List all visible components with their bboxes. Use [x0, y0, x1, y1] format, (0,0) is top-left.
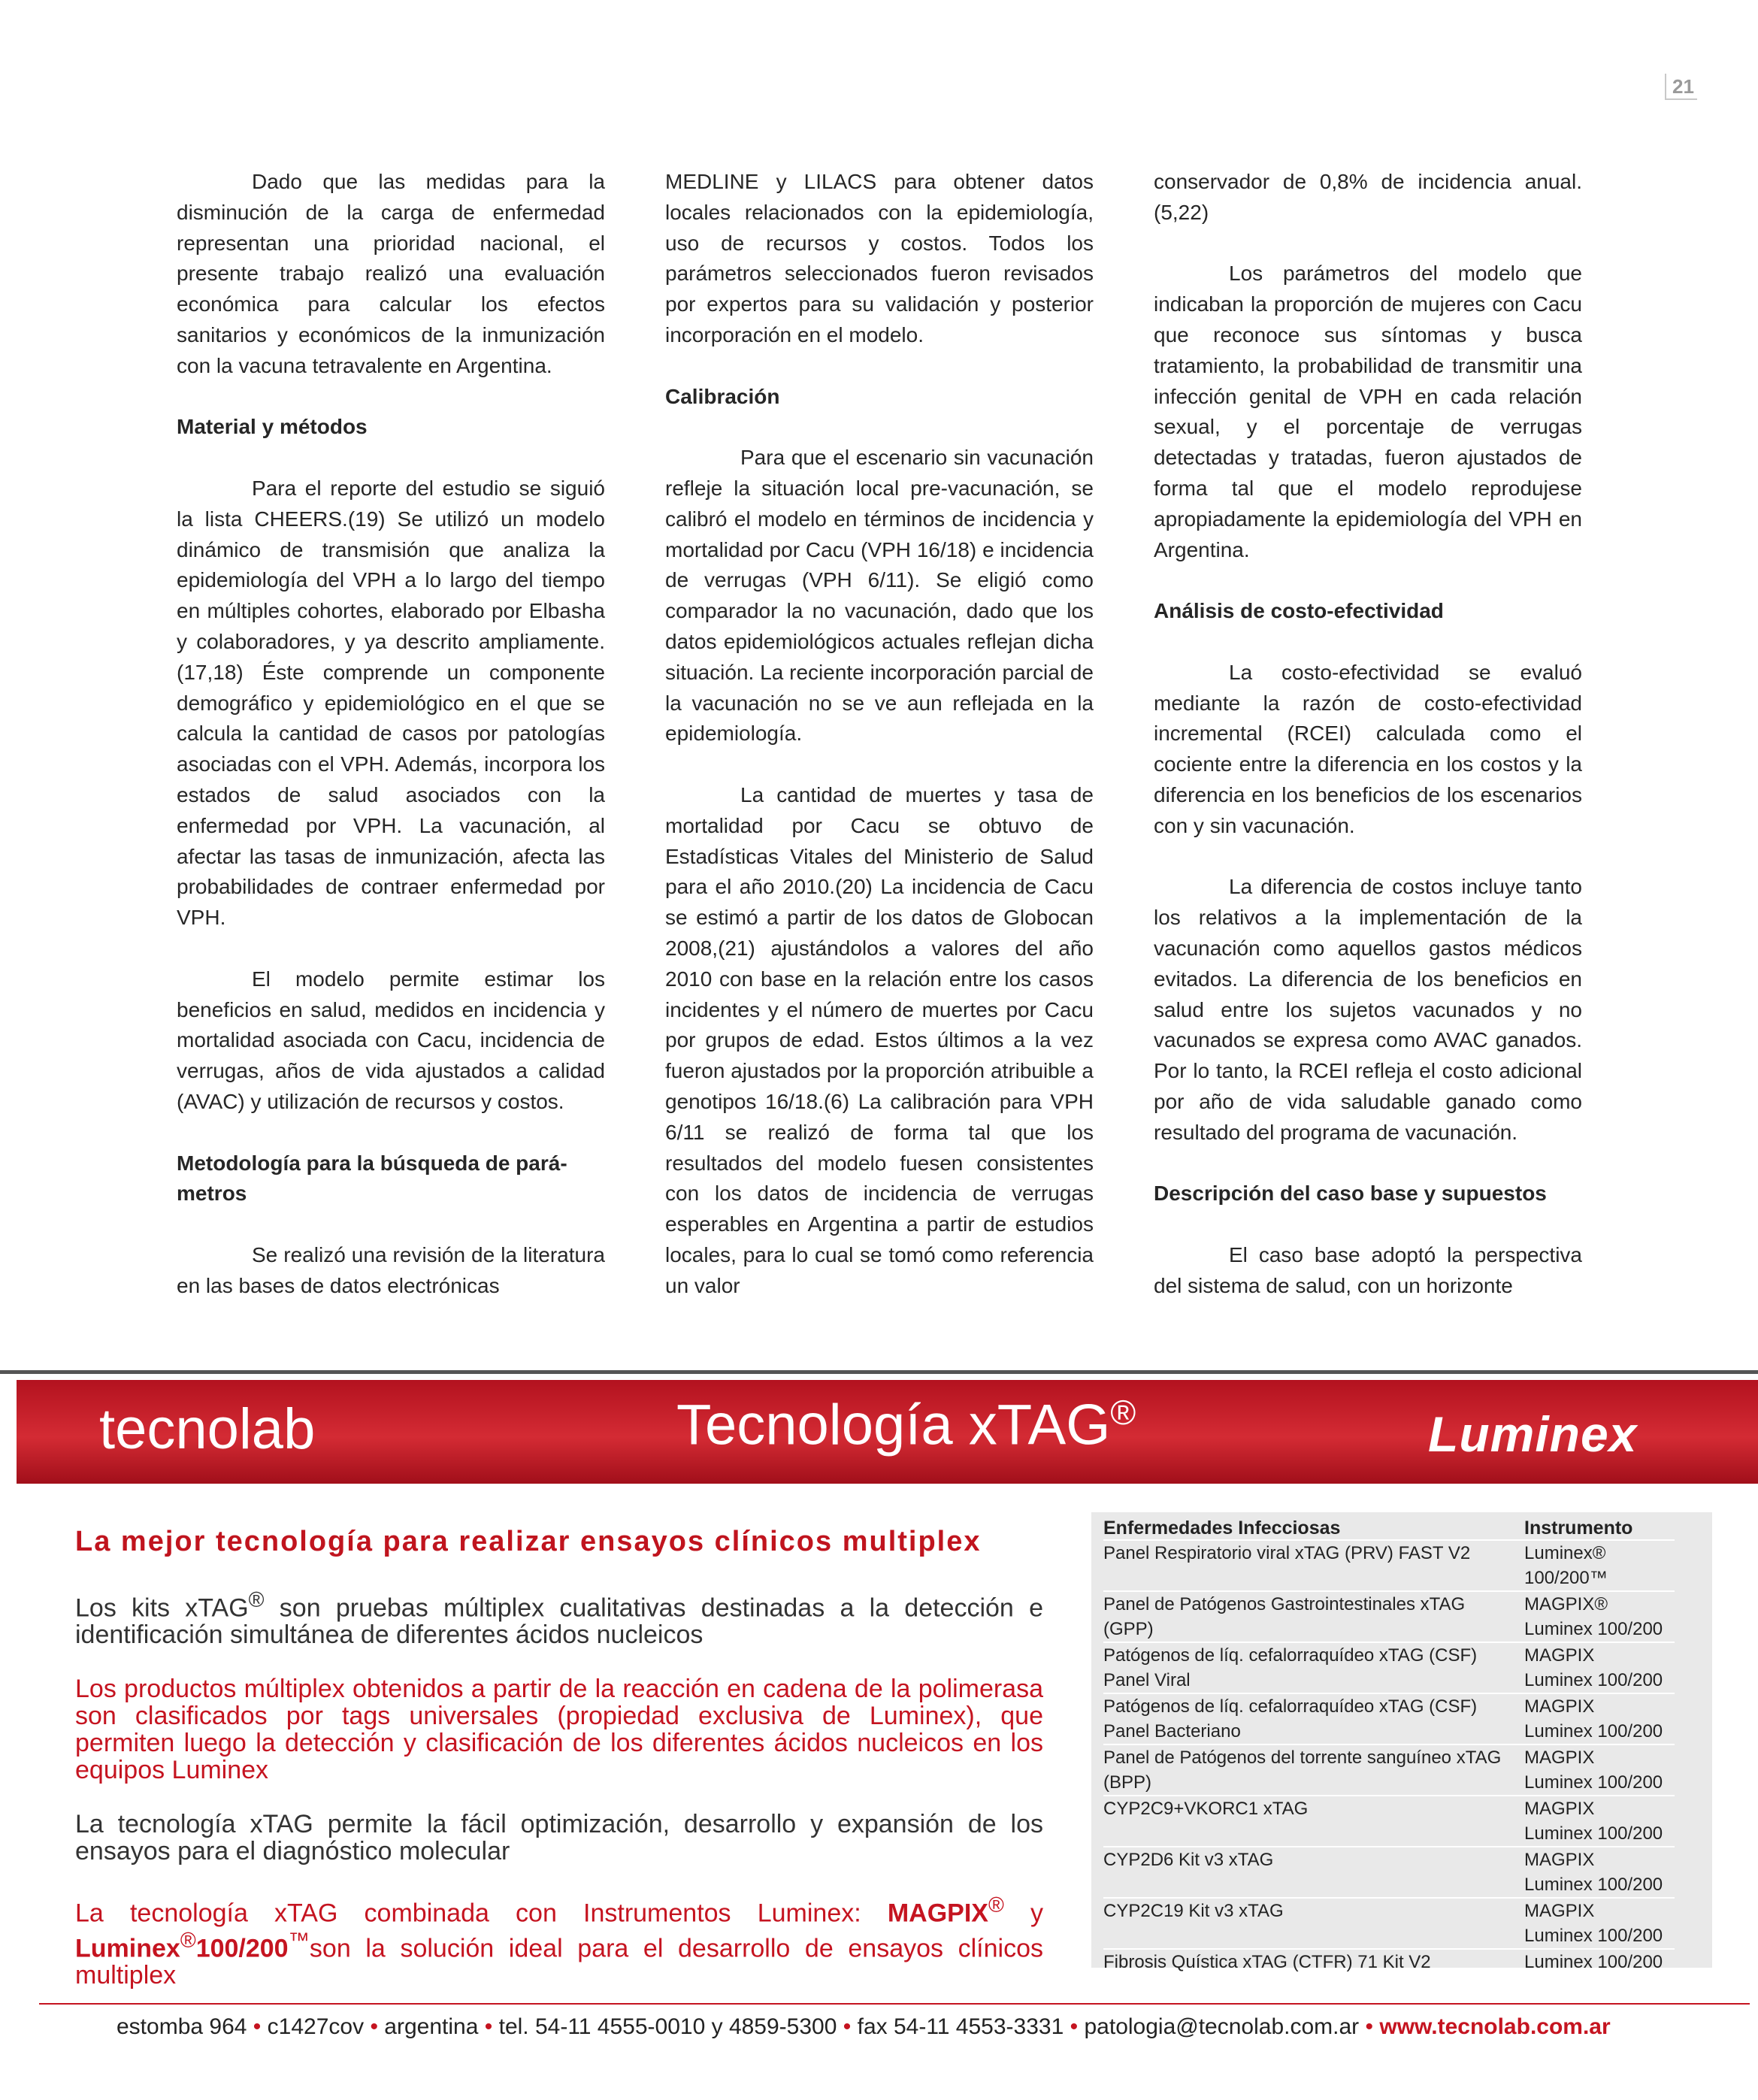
ad-p4-magpix: MAGPIX	[887, 1899, 988, 1928]
table-row	[1103, 1591, 1675, 1642]
section-heading: Análisis de costo-efectividad	[1154, 599, 1444, 623]
section-heading: Metodología para la búsqueda de pará-metros	[177, 1151, 567, 1206]
tecnolab-logo: tecnolab	[99, 1397, 316, 1461]
instrument-cell: MAGPIX Luminex 100/200	[1524, 1796, 1675, 1847]
ad-paragraph-4	[75, 1892, 1043, 1989]
instrument-cell: MAGPIX® Luminex 100/200	[1524, 1591, 1675, 1642]
banner-title-reg: ®	[1110, 1393, 1136, 1432]
product-name-cell: CYP2D6 Kit v3 xTAG	[1103, 1847, 1524, 1898]
footer-fax: fax 54-11 4553-3331	[857, 2014, 1064, 2039]
table-row	[1103, 1540, 1675, 1591]
article-column-2	[665, 167, 1094, 1332]
article-column-3	[1154, 167, 1582, 1332]
product-name-cell: Panel de Patógenos del torrente sanguíneo xTAG (BPP)	[1103, 1744, 1524, 1796]
banner-title-text: Tecnología xTAG	[676, 1393, 1111, 1457]
footer-email[interactable]: patologia@tecnolab.com.ar	[1084, 2014, 1360, 2039]
paragraph: Los parámetros del modelo que indicaban la proporción de mujeres con Cacu que reconoce sus síntomas y busca tratamiento, la probabilidad de transmitir una infección genital de VPH en cada relación sexual, y el porcentaje de verrugas detectadas y tratadas, fueron ajustados de forma tal que el modelo reprodujese apropiadamente la epidemiología del VPH en Argentina.	[1154, 262, 1582, 561]
ad-top-rule	[0, 1370, 1758, 1374]
contact-footer: estomba 964 • c1427cov • argentina • tel. 54-11 4555-0010 y 4859-5300 • fax 54-11 4553-3331 • patologia@tecnolab.com.ar • www.tecnolab.com.ar	[116, 2014, 1611, 2039]
instrument-cell: MAGPIX Luminex 100/200	[1524, 1847, 1675, 1898]
product-name-cell: Panel Respiratorio viral xTAG (PRV) FAST V2	[1103, 1540, 1524, 1591]
paragraph: Se realizó una revisión de la literatura en las bases de datos electrónicas	[177, 1242, 605, 1297]
ad-p4-a: La tecnología xTAG combinada con Instrumentos Luminex:	[75, 1899, 888, 1928]
product-name-cell: Patógenos de líq. cefalorraquídeo xTAG (CSF) Panel Viral	[1103, 1642, 1524, 1693]
ad-p4-reg2: ®	[180, 1928, 196, 1953]
product-name-cell: CYP2C19 Kit v3 xTAG	[1103, 1898, 1524, 1949]
banner-title	[676, 1392, 1136, 1457]
product-name-cell: CYP2C9+VKORC1 xTAG	[1103, 1796, 1524, 1847]
ad-heading: La mejor tecnología para realizar ensayos clínicos multiplex	[75, 1526, 982, 1557]
paragraph: Dado que las medidas para la disminución de la carga de enfermedad representan una prioridad nacional, el presente trabajo realizó una evaluación económica para calcular los efectos sanitarios y económicos de la inmunización con la vacuna tetravalente en Argentina.	[177, 170, 605, 377]
header-instrument: Instrumento	[1524, 1518, 1633, 1539]
paragraph: Para el reporte del estudio se siguió la lista CHEERS.(19) Se utilizó un modelo dinámico de transmisión que analiza la epidemiología del VPH a lo largo del tiempo en múltiples cohortes, elaborado por Elbasha y colaboradores, y ya descrito ampliamente.(17,18) Éste comprende un componente demográfico y epidemiológico en el que se calcula la cantidad de casos por patologías asociadas con el VPH. Además, incorpora los estados de salud asociados con la enfermedad por VPH. La vacunación, al afectar las tasas de inmunización, afecta las probabilidades de contraer enfermedad por VPH.	[177, 476, 605, 930]
article-column-1	[177, 167, 605, 1332]
ad-p4-b: son la solución ideal para el desarrollo de ensayos clínicos multiplex	[75, 1933, 1043, 1990]
instrument-cell: Luminex® 100/200™	[1524, 1540, 1675, 1591]
ad-p4-tm: ™	[288, 1928, 310, 1953]
ad-p4-luminex: Luminex	[75, 1933, 180, 1962]
instrument-cell: MAGPIX Luminex 100/200	[1524, 1693, 1675, 1744]
product-name-cell: Patógenos de líq. cefalorraquídeo xTAG (CSF) Panel Bacteriano	[1103, 1693, 1524, 1744]
instrument-cell: MAGPIX Luminex 100/200	[1524, 1642, 1675, 1693]
header-diseases: Enfermedades Infecciosas	[1103, 1518, 1341, 1539]
table-row	[1103, 1796, 1675, 1847]
table-row	[1103, 1744, 1675, 1796]
product-name-cell: Panel de Patógenos Gastrointestinales xTAG (GPP)	[1103, 1591, 1524, 1642]
ad-paragraph-1	[75, 1587, 1043, 1648]
page-number: 21	[1665, 74, 1697, 100]
footer-country: argentina	[384, 2014, 479, 2039]
ad-text-block	[75, 1526, 1043, 2016]
luminex-logo: Luminex	[1428, 1406, 1638, 1462]
footer-phone: tel. 54-11 4555-0010 y 4859-5300	[498, 2014, 837, 2039]
paragraph: La costo-efectividad se evaluó mediante la razón de costo-efectividad incremental (RCEI) calculada como el cociente entre la diferencia en los costos y la diferencia en los beneficios de los escenarios con y sin vacunación.	[1154, 660, 1582, 837]
footer-postcode: c1427cov	[267, 2014, 365, 2039]
instrument-cell: MAGPIX Luminex 100/200	[1524, 1898, 1675, 1949]
paragraph: La cantidad de muertes y tasa de mortalidad por Cacu se obtuvo de Estadísticas Vitales del Ministerio de Salud para el año 2010.(20) La incidencia de Cacu se estimó a partir de los datos de Globocan 2008,(21) ajustándolos a valores del año 2010 con base en la relación entre los casos incidentes y el número de muertes por Cacu por grupos de edad. Estos últimos a la vez fueron ajustados por la proporción atribuible a genotipos 16/18.(6) La calibración para VPH 6/11 se realizó de forma tal que los resultados del modelo fuesen consistentes con los datos de incidencia de verrugas esperables en Argentina a partir de estudios locales, para lo cual se tomó como referencia un valor	[665, 782, 1094, 1297]
ad-p1-a: Los kits xTAG	[75, 1593, 249, 1623]
footer-website[interactable]: www.tecnolab.com.ar	[1379, 2014, 1611, 2039]
ad-p4-reg: ®	[988, 1893, 1004, 1918]
ad-paragraph-3: La tecnología xTAG permite la fácil optimización, desarrollo y expansión de los ensayos para el diagnóstico molecular	[75, 1810, 1043, 1866]
ad-p1-sup: ®	[248, 1588, 265, 1612]
paragraph: MEDLINE y LILACS para obtener datos locales relacionados con la epidemiología, uso de recursos y costos. Todos los parámetros seleccionados fueron revisados por expertos para su validación y posterior incorporación en el modelo.	[665, 170, 1094, 346]
product-name-cell: Fibrosis Quística xTAG (CTFR) 71 Kit V2	[1103, 1949, 1524, 1974]
instrument-cell: Luminex 100/200	[1524, 1949, 1675, 1974]
footer-rule	[39, 2003, 1750, 2005]
table-row	[1103, 1949, 1675, 1974]
section-heading: Material y métodos	[177, 415, 368, 439]
section-heading: Calibración	[665, 384, 780, 408]
ad-p4-100: 100/200	[195, 1933, 289, 1962]
table-row	[1103, 1898, 1675, 1949]
section-heading: Descripción del caso base y supuestos	[1154, 1182, 1547, 1206]
paragraph: Para que el escenario sin vacunación refleje la situación local pre-vacunación, se calibró el modelo en términos de incidencia y mortalidad por Cacu (VPH 16/18) e incidencia de verrugas (VPH 6/11). Se eligió como comparador la no vacunación, dado que los datos epidemiológicos actuales reflejan dicha situación. La reciente incorporación parcial de la vacunación no se ve aun reflejada en la epidemiología.	[665, 446, 1094, 746]
paragraph: La diferencia de costos incluye tanto los relativos a la implementación de la vacunación como aquellos gastos médicos evitados. La diferencia de los beneficios en salud entre los sujetos vacunados y no vacunados se expresa como AVAC ganados. Por lo tanto, la RCEI refleja el costo adicional por año de vida saludable ganado como resultado del programa de vacunación.	[1154, 875, 1582, 1144]
instrument-cell: MAGPIX Luminex 100/200	[1524, 1744, 1675, 1796]
ad-p4-y: y	[1003, 1899, 1043, 1928]
ad-paragraph-2: Los productos múltiplex obtenidos a partir de la reacción en cadena de la polimerasa son clasificados por tags universales (propiedad exclusiva de Luminex), que permiten luego la detección y clasificación de los diferentes ácidos nucleicos en los equipos Luminex	[75, 1675, 1043, 1785]
paragraph: conservador de 0,8% de incidencia anual.(5,22)	[1154, 170, 1582, 224]
paragraph: El caso base adoptó la perspectiva del sistema de salud, con un horizonte	[1154, 1242, 1582, 1297]
paragraph: El modelo permite estimar los beneficios en salud, medidos en incidencia y mortalidad asociada con Cacu, incidencia de verrugas, años de vida ajustados a calidad (AVAC) y utilización de recursos y costos.	[177, 967, 605, 1113]
footer-address: estomba 964	[116, 2014, 247, 2039]
table-row	[1103, 1847, 1675, 1898]
table-header-row	[1103, 1517, 1675, 1540]
product-table	[1103, 1517, 1675, 1974]
table-row	[1103, 1693, 1675, 1744]
table-row	[1103, 1642, 1675, 1693]
ad-p1-b: son pruebas múltiplex cualitativas destinadas a la detección e identificación simultánea de diferentes ácidos nucleicos	[75, 1593, 1043, 1650]
